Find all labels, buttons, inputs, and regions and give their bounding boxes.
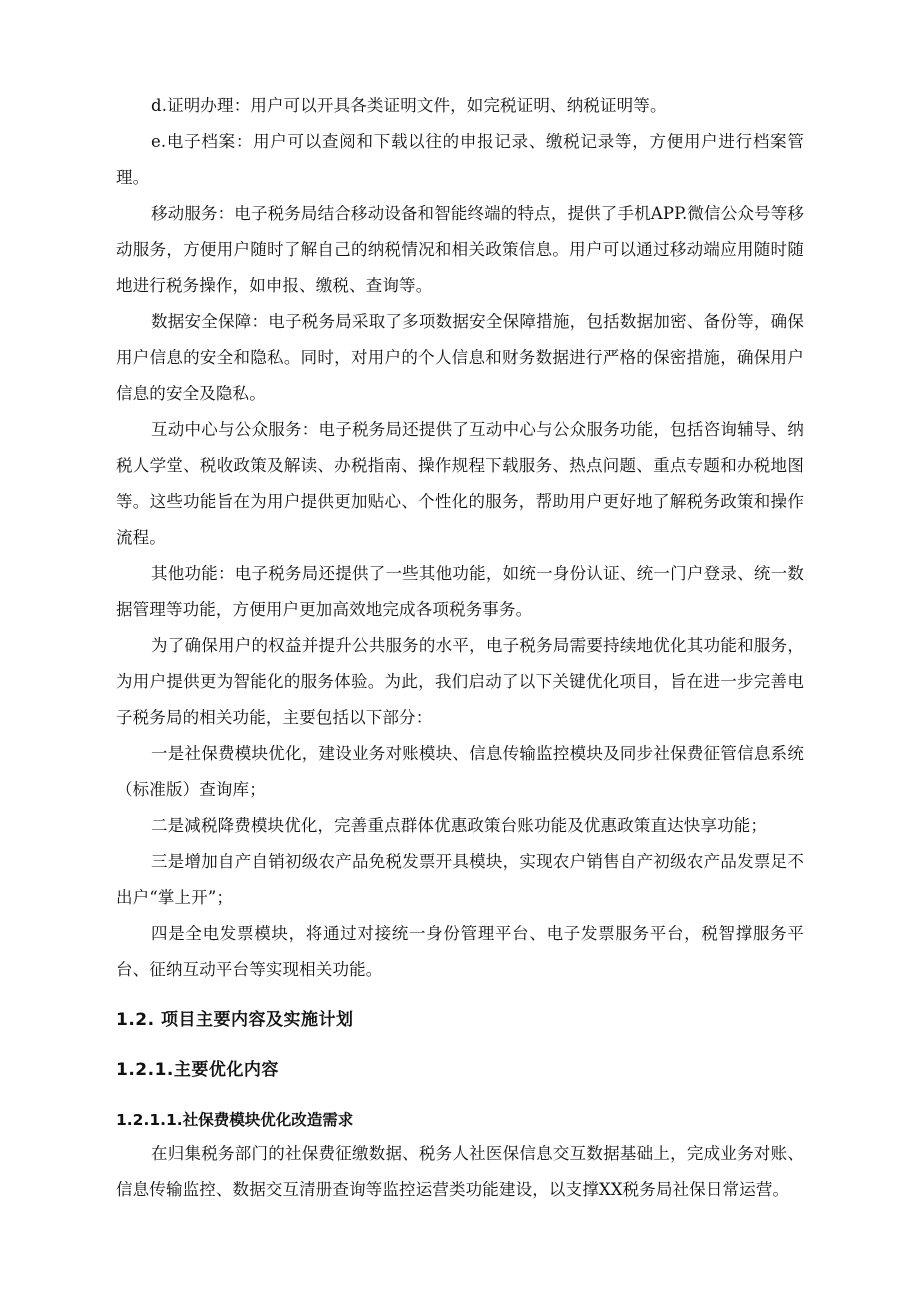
section-heading-1-2-1: 1.2.1.主要优化内容	[116, 1060, 279, 1080]
section-heading-1-2: 1.2. 项目主要内容及实施计划	[116, 1010, 354, 1030]
paragraph-other-functions: 其他功能：电子税务局还提供了一些其他功能，如统一身份认证、统一门户登录、统一数据管理等功能，方便用户更加高效地完成各项税务事务。	[116, 564, 804, 619]
paragraph-mobile-service: 移动服务：电子税务局结合移动设备和智能终端的特点，提供了手机APP.微信公众号等移动服务，方便用户随时了解自己的纳税情况和相关政策信息。用户可以通过移动端应用随时随地进行税务操作，如申报、缴税、查询等。	[116, 204, 804, 295]
paragraph-item-one: 一是社保费模块优化，建设业务对账模块、信息传输监控模块及同步社保费征管信息系统（标准版）查询库；	[116, 744, 804, 799]
paragraph-electronic-archive: e.电子档案：用户可以查阅和下载以往的申报记录、缴税记录等，方便用户进行档案管理。	[116, 132, 804, 187]
paragraph-item-three: 三是增加自产自销初级农产品免税发票开具模块，实现农户销售自产初级农产品发票足不出户“掌上开”；	[116, 852, 804, 907]
paragraph-data-security: 数据安全保障：电子税务局采取了多项数据安全保障措施，包括数据加密、备份等，确保用户信息的安全和隐私。同时，对用户的个人信息和财务数据进行严格的保密措施，确保用户信息的安全及隐私。	[116, 312, 804, 403]
paragraph-optimization-intro: 为了确保用户的权益并提升公共服务的水平，电子税务局需要持续地优化其功能和服务，为用户提供更为智能化的服务体验。为此，我们启动了以下关键优化项目，旨在进一步完善电子税务局的相关功能，主要包括以下部分：	[116, 636, 804, 727]
paragraph-social-security-requirement: 在归集税务部门的社保费征缴数据、税务人社医保信息交互数据基础上，完成业务对账、信息传输监控、数据交互清册查询等监控运营类功能建设，以支撑XX税务局社保日常运营。	[116, 1144, 804, 1199]
section-heading-1-2-1-1: 1.2.1.1.社保费模块优化改造需求	[116, 1111, 354, 1129]
paragraph-certificate-handling: d.证明办理：用户可以开具各类证明文件，如完税证明、纳税证明等。	[151, 96, 667, 115]
paragraph-item-four: 四是全电发票模块，将通过对接统一身份管理平台、电子发票服务平台，税智撑服务平台、征纳互动平台等实现相关功能。	[116, 924, 804, 979]
paragraph-item-two: 二是减税降费模块优化，完善重点群体优惠政策台账功能及优惠政策直达快享功能；	[151, 816, 768, 835]
paragraph-interaction-center: 互动中心与公众服务：电子税务局还提供了互动中心与公众服务功能，包括咨询辅导、纳税人学堂、税收政策及解读、办税指南、操作规程下载服务、热点问题、重点专题和办税地图等。这些功能旨在为用户提供更加贴心、个性化的服务，帮助用户更好地了解税务政策和操作流程。	[116, 420, 804, 547]
